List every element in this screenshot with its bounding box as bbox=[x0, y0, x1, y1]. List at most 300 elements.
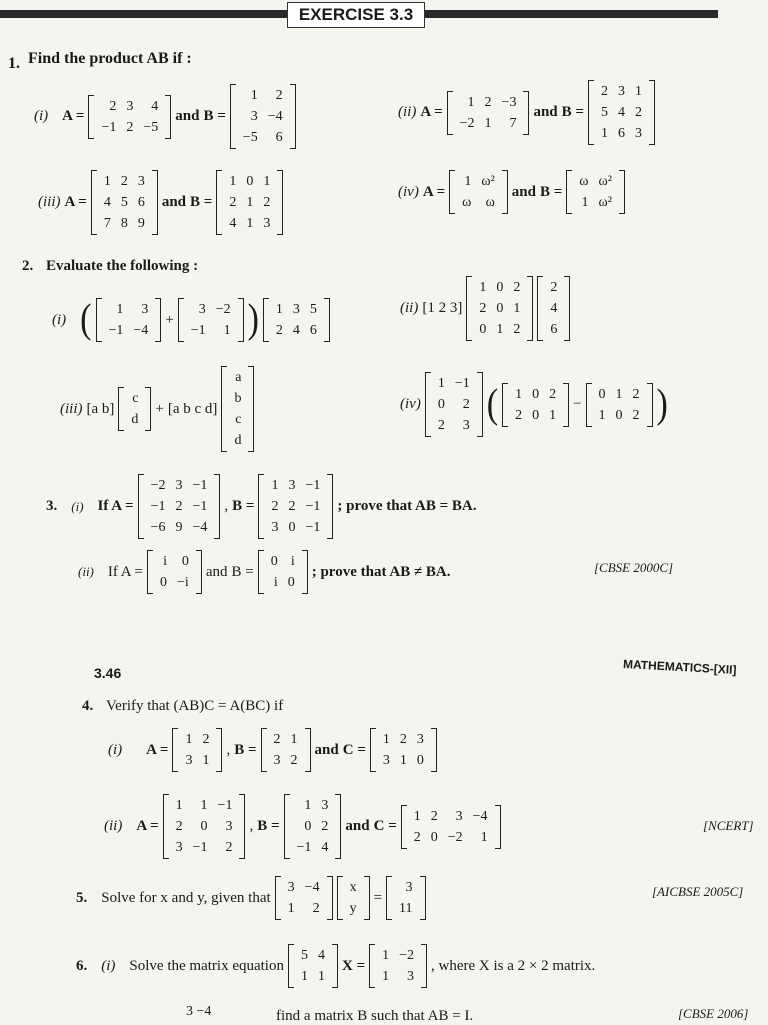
q2-i-matrix-3-cell: 2 bbox=[275, 323, 283, 338]
q6-citation: [CBSE 2006] bbox=[678, 1006, 749, 1021]
q2-iii-label: (iii) bbox=[60, 400, 83, 417]
q4-ii-matrix-a-cell: 3 bbox=[175, 840, 183, 855]
q1-i-matrix-a-cell: −1 bbox=[101, 119, 117, 135]
q1-iii-matrix-a-cell: 9 bbox=[137, 216, 145, 231]
q2-i-matrix-1-cell: −4 bbox=[133, 323, 149, 338]
q1-i-matrix-b-cell: −5 bbox=[242, 130, 258, 145]
q6-i-label: (i) bbox=[101, 957, 116, 974]
q4-ii-matrix-c-cell: −4 bbox=[472, 808, 488, 824]
q2-ii-matrix-2-left-bracket bbox=[537, 276, 543, 341]
q1-i-matrix-a-right-bracket bbox=[165, 95, 171, 139]
q1-i bbox=[34, 84, 296, 149]
q2-iii-matrix-1 bbox=[118, 387, 151, 431]
q6-matrix-1-right-bracket bbox=[332, 944, 338, 988]
q2-iii-matrix-2-cell: a bbox=[235, 370, 242, 385]
q1-iv-b-eq: B = bbox=[539, 183, 563, 200]
q1-iii-matrix-a-cell: 6 bbox=[137, 195, 145, 210]
q4-ii-matrix-c-right-bracket bbox=[495, 805, 501, 849]
q2-i-matrix-3-cell: 6 bbox=[309, 323, 317, 338]
q2-iv-matrix-3-left-bracket bbox=[586, 383, 592, 427]
q4-ii-matrix-a-cell: 0 bbox=[200, 819, 208, 834]
q5-matrix-1-cell: −4 bbox=[304, 880, 320, 895]
q2-i-matrix-2 bbox=[178, 298, 244, 342]
q4-i: (i) A = 1 2 3 1 , B = 2 1 3 2 and C = 1 2 3 3 1 0 bbox=[108, 728, 437, 772]
q1-ii-matrix-a-cell: −3 bbox=[501, 94, 517, 110]
q2-iv-matrix-3-cell: 1 bbox=[598, 407, 606, 423]
q1-ii-matrix-b bbox=[588, 80, 655, 145]
q1-ii bbox=[398, 80, 655, 145]
q2-ii bbox=[400, 276, 570, 341]
q6-x-eq: X = bbox=[341, 957, 366, 974]
q2-i-label: (i) bbox=[52, 311, 67, 328]
q4-i-matrix-b-right-bracket bbox=[305, 728, 311, 772]
q1-ii-matrix-b-cell: 2 bbox=[634, 105, 642, 120]
q2-ii-matrix-2 bbox=[537, 276, 570, 341]
q1-iii-matrix-b-cell: 1 bbox=[263, 174, 271, 189]
q5-matrix-2-cell: y bbox=[349, 901, 357, 916]
q4-i-matrix-c-left-bracket bbox=[370, 728, 376, 772]
q2-ii-matrix-1 bbox=[466, 276, 533, 341]
q3-ii-matrix-a-cell: 0 bbox=[181, 554, 189, 569]
q4-ii: (ii) A = 1 1 −1 2 0 3 3 −1 2 , B = 1 3 0 2 −1 4 and C = 1 2 3 −4 2 0 −2 1 bbox=[104, 794, 501, 859]
q4-ii-matrix-c-cell: 1 bbox=[413, 808, 421, 824]
q2-i-matrix-2-cell: −2 bbox=[215, 302, 231, 317]
q2-ii-matrix-1-left-bracket bbox=[466, 276, 472, 341]
q3-i-label: (i) bbox=[71, 498, 84, 514]
q3-i-matrix-a-left-bracket bbox=[138, 474, 144, 539]
q4-ii-matrix-c-left-bracket bbox=[401, 805, 407, 849]
q4-i-matrix-b-cell: 2 bbox=[290, 753, 298, 768]
q3-ii-and: and bbox=[205, 563, 228, 580]
q1-iii-matrix-b-cell: 0 bbox=[246, 174, 254, 189]
q1-i-and: and bbox=[175, 108, 200, 124]
q1-iv-label: (iv) bbox=[398, 183, 419, 200]
q2-i-close-paren: ) bbox=[247, 297, 259, 342]
q2-i-matrix-3-right-bracket bbox=[324, 298, 330, 342]
q2-i-matrix-3 bbox=[263, 298, 330, 342]
q1-iii-matrix-b-cell: 1 bbox=[246, 216, 254, 231]
q1-ii-matrix-a-cell: 1 bbox=[484, 115, 492, 131]
q4-i-matrix-c-right-bracket bbox=[431, 728, 437, 772]
q6-text: Solve the matrix equation bbox=[129, 957, 284, 974]
q4-i-matrix-b-cell: 1 bbox=[290, 732, 298, 747]
q3-ii-matrix-b-cell: i bbox=[273, 575, 278, 590]
book-title: MATHEMATICS-[XII] bbox=[622, 657, 737, 677]
q2-i-matrix-1-left-bracket bbox=[96, 298, 102, 342]
q6-i bbox=[76, 944, 595, 988]
q1-i-b-eq: B = bbox=[203, 108, 226, 124]
q3-i-matrix-a-cell: 9 bbox=[175, 520, 183, 535]
q1-ii-matrix-b-cell: 1 bbox=[600, 126, 608, 141]
q2-iii-matrix-1-cell: d bbox=[131, 412, 139, 427]
q4-ii-matrix-b bbox=[284, 794, 342, 859]
q4-i-matrix-c-cell: 1 bbox=[399, 753, 407, 768]
q3-i-matrix-b-cell: −1 bbox=[305, 520, 321, 535]
q4-i-matrix-c-cell: 1 bbox=[382, 732, 390, 747]
q2-iv-matrix-1-left-bracket bbox=[425, 372, 431, 437]
q2-iv-matrix-1-right-bracket bbox=[477, 372, 483, 437]
q4-ii-matrix-a-cell: 3 bbox=[225, 819, 233, 834]
q3-i-matrix-b-cell: −1 bbox=[305, 499, 321, 514]
q2-ii-matrix-1-cell: 2 bbox=[513, 322, 521, 337]
q2-iv-minus: − bbox=[573, 396, 582, 412]
q1-ii-matrix-a-cell: 1 bbox=[467, 94, 475, 110]
q1-i-matrix-b-cell: 2 bbox=[275, 88, 283, 103]
q3-ii-matrix-b-cell: 0 bbox=[270, 554, 278, 569]
q2-iii-plus: + bbox=[155, 400, 164, 417]
q1-iv bbox=[398, 170, 625, 214]
q4-ii-matrix-b-cell: −1 bbox=[296, 840, 312, 855]
q2-iii-matrix-1-left-bracket bbox=[118, 387, 124, 431]
q2-iv-matrix-1-cell: 0 bbox=[437, 397, 445, 412]
q4-ii-b-eq: B = bbox=[257, 818, 280, 834]
q1-iv-matrix-b-left-bracket bbox=[566, 170, 572, 214]
q1-ii-matrix-b-cell: 3 bbox=[634, 126, 642, 141]
q3-i-matrix-b-left-bracket bbox=[258, 474, 264, 539]
q4-ii-matrix-a bbox=[163, 794, 246, 859]
q3-ii-matrix-a-left-bracket bbox=[147, 550, 153, 594]
q1-iv-matrix-a-cell: ω bbox=[462, 195, 472, 210]
q3-i-matrix-b-cell: 0 bbox=[288, 520, 296, 535]
q4-i-matrix-b bbox=[261, 728, 311, 772]
q4-i-matrix-a-right-bracket bbox=[216, 728, 222, 772]
q4-ii-matrix-b-cell: 0 bbox=[304, 819, 312, 834]
q2-iii-matrix-2 bbox=[221, 366, 254, 452]
q3-i-matrix-b-cell: 2 bbox=[271, 499, 279, 514]
q1-i-label: (i) bbox=[34, 108, 49, 124]
q4-i-matrix-a-cell: 1 bbox=[185, 732, 193, 747]
q2-iv-matrix-3-cell: 0 bbox=[598, 386, 606, 402]
q2-iv-matrix-3-cell: 1 bbox=[615, 386, 623, 402]
q1-i-matrix-a-cell: 4 bbox=[151, 98, 159, 114]
q3-i-matrix-b-cell: 2 bbox=[288, 499, 296, 514]
q1-ii-matrix-a bbox=[447, 91, 530, 135]
q5-matrix-3 bbox=[386, 876, 425, 920]
q2-iv-matrix-1-cell: −1 bbox=[454, 376, 470, 391]
q2-iii-matrix-2-right-bracket bbox=[248, 366, 254, 452]
q3-ii-matrix-a-cell: −i bbox=[177, 575, 189, 590]
q1-iv-a-eq: A = bbox=[422, 183, 446, 200]
q6-matrix-1-cell: 1 bbox=[300, 969, 308, 984]
q3-ii-matrix-a-right-bracket bbox=[196, 550, 202, 594]
q3-ii-matrix-b-left-bracket bbox=[258, 550, 264, 594]
q2-i bbox=[52, 298, 330, 342]
q2-iv-label: (iv) bbox=[400, 396, 421, 412]
q1-iv-matrix-a-left-bracket bbox=[449, 170, 455, 214]
q2-iv-matrix-2-cell: 0 bbox=[532, 407, 540, 423]
q1-ii-matrix-a-cell: 2 bbox=[484, 94, 492, 110]
q3-ii-matrix-b-right-bracket bbox=[302, 550, 308, 594]
q1-iv-matrix-b-cell: ω² bbox=[598, 195, 612, 210]
q2-ii-label: (ii) bbox=[400, 300, 419, 316]
q6-matrix-2-right-bracket bbox=[421, 944, 427, 988]
q1-iii-matrix-a-cell: 4 bbox=[103, 195, 111, 210]
q1-i-matrix-a bbox=[88, 95, 171, 139]
q4-i-matrix-a-cell: 2 bbox=[202, 732, 210, 747]
q1-iii-matrix-a-right-bracket bbox=[152, 170, 158, 235]
q2-ii-matrix-1-cell: 1 bbox=[513, 301, 521, 316]
q1-i-matrix-b-cell: −4 bbox=[267, 109, 283, 124]
q4-ii-matrix-a-cell: 1 bbox=[200, 798, 208, 813]
q1-ii-b-eq: B = bbox=[561, 104, 584, 120]
q4-i-matrix-c-cell: 3 bbox=[416, 732, 424, 747]
q4-i-matrix-a-cell: 3 bbox=[185, 753, 193, 768]
q6-matrix-1-cell: 4 bbox=[317, 948, 325, 963]
q2-iii bbox=[60, 366, 254, 452]
q4-ii-matrix-a-right-bracket bbox=[239, 794, 245, 859]
q1-iv-matrix-a-cell: 1 bbox=[464, 174, 472, 189]
q2-i-matrix-3-cell: 4 bbox=[292, 323, 300, 338]
q5-citation: [AICBSE 2005C] bbox=[652, 884, 744, 899]
q5-matrix-1-right-bracket bbox=[327, 876, 333, 920]
q1-ii-matrix-a-left-bracket bbox=[447, 91, 453, 135]
q4-i-matrix-c-cell: 0 bbox=[416, 753, 424, 768]
q6-matrix-2 bbox=[369, 944, 427, 988]
q1-iii-matrix-a-cell: 3 bbox=[137, 174, 145, 189]
q4-ii-and: and bbox=[345, 818, 370, 834]
q3-i-matrix-b-right-bracket bbox=[327, 474, 333, 539]
q3-i-matrix-a-cell: −4 bbox=[192, 520, 208, 535]
q4-i-b-eq: B = bbox=[234, 741, 257, 758]
q1-text: Find the product AB if : bbox=[28, 50, 192, 67]
q1-iii-matrix-b-cell: 4 bbox=[229, 216, 237, 231]
q6-matrix-1-cell: 5 bbox=[300, 948, 308, 963]
q1-i-matrix-a-cell: 2 bbox=[109, 98, 117, 114]
q3-i-matrix-a-cell: 3 bbox=[175, 478, 183, 493]
q6-partial-matrix: 3 −4 bbox=[186, 1004, 212, 1019]
q3-i-matrix-a-right-bracket bbox=[214, 474, 220, 539]
q2-iv-matrix-1-cell: 2 bbox=[437, 418, 445, 433]
q1-iii-matrix-b-cell: 1 bbox=[246, 195, 254, 210]
q2-ii-row: [1 2 3] bbox=[422, 300, 463, 316]
q5-matrix-3-cell: 3 bbox=[405, 880, 413, 895]
q1-ii-matrix-a-cell: −2 bbox=[459, 115, 475, 131]
q1-ii-matrix-b-left-bracket bbox=[588, 80, 594, 145]
q1-iii-label: (iii) bbox=[38, 194, 61, 210]
q1-ii-matrix-b-cell: 3 bbox=[617, 84, 625, 99]
q5-matrix-1-cell: 2 bbox=[312, 901, 320, 916]
q2-number: 2. bbox=[22, 258, 34, 274]
q4-ii-matrix-a-cell: 2 bbox=[175, 819, 183, 834]
q5-matrix-1-cell: 1 bbox=[287, 901, 295, 916]
q4-i-label: (i) bbox=[108, 741, 123, 758]
q1-i-matrix-a-cell: −5 bbox=[143, 119, 159, 135]
q1-ii-matrix-b-right-bracket bbox=[649, 80, 655, 145]
q4-ii-matrix-a-cell: 1 bbox=[175, 798, 183, 813]
q2-iii-matrix-1-cell: c bbox=[132, 391, 139, 406]
q1-iv-matrix-b-right-bracket bbox=[619, 170, 625, 214]
q3-i-matrix-b-cell: 3 bbox=[271, 520, 279, 535]
q4-i-matrix-b-cell: 3 bbox=[273, 753, 281, 768]
q1-iii-a-eq: A = bbox=[64, 194, 87, 210]
q3-i-matrix-b-cell: 3 bbox=[288, 478, 296, 493]
q5-matrix-2-cell: x bbox=[349, 880, 357, 895]
q2-i-matrix-1-cell: 1 bbox=[116, 302, 124, 317]
q5-matrix-1-cell: 3 bbox=[287, 880, 295, 895]
q4-ii-matrix-a-cell: 2 bbox=[225, 840, 233, 855]
q2-i-matrix-2-cell: 1 bbox=[223, 323, 231, 338]
q2-i-matrix-2-right-bracket bbox=[238, 298, 244, 342]
q3-ii-b-eq: B = bbox=[231, 563, 254, 580]
q2-iv-matrix-1 bbox=[425, 372, 483, 437]
q1-i-a-eq: A = bbox=[62, 108, 85, 124]
q4-citation: [NCERT] bbox=[703, 818, 754, 833]
q1-ii-matrix-a-right-bracket bbox=[523, 91, 529, 135]
q2-ii-matrix-1-cell: 1 bbox=[479, 280, 487, 295]
q1-iv-matrix-a-cell: ω bbox=[485, 195, 495, 210]
q4-ii-matrix-c-cell: 2 bbox=[413, 829, 421, 845]
q4-i-matrix-c bbox=[370, 728, 437, 772]
q3-i-matrix-a-cell: 2 bbox=[175, 499, 183, 514]
q1-ii-matrix-b-cell: 4 bbox=[617, 105, 625, 120]
q3-ii-matrix-a-cell: 0 bbox=[160, 575, 168, 590]
q4-i-a-eq: A = bbox=[146, 741, 169, 758]
q5-text: Solve for x and y, given that bbox=[101, 889, 271, 906]
q4-number: 4. bbox=[82, 698, 94, 714]
q5-matrix-3-right-bracket bbox=[420, 876, 426, 920]
q2-ii-matrix-1-cell: 1 bbox=[496, 322, 504, 337]
q4-ii-matrix-b-cell: 3 bbox=[321, 798, 329, 813]
q4-ii-matrix-a-cell: −1 bbox=[192, 840, 208, 855]
q1-iii-matrix-a-cell: 5 bbox=[120, 195, 128, 210]
q2-ii-matrix-2-cell: 2 bbox=[550, 280, 558, 295]
q4-ii-matrix-a-cell: −1 bbox=[217, 798, 233, 813]
q2-iii-row-2: [a b c d] bbox=[167, 400, 218, 417]
q2-ii-matrix-2-cell: 4 bbox=[550, 301, 558, 316]
q2-ii-matrix-1-cell: 2 bbox=[479, 301, 487, 316]
q1-iv-matrix-a-right-bracket bbox=[502, 170, 508, 214]
q6-matrix-2-cell: 1 bbox=[382, 969, 390, 984]
q3-ii-matrix-a-cell: i bbox=[163, 554, 168, 569]
q1-ii-matrix-a-cell: 7 bbox=[509, 115, 517, 131]
q1-ii-matrix-b-cell: 6 bbox=[617, 126, 625, 141]
q1-iii-matrix-b-right-bracket bbox=[277, 170, 283, 235]
q2-i-matrix-1-cell: 3 bbox=[141, 302, 149, 317]
q3-i-matrix-a-cell: −1 bbox=[192, 499, 208, 514]
q1-iii-b-eq: B = bbox=[190, 194, 213, 210]
q5-matrix-1-left-bracket bbox=[275, 876, 281, 920]
q2-i-matrix-3-cell: 5 bbox=[309, 302, 317, 317]
q3-i-matrix-b bbox=[258, 474, 333, 539]
q1-i-matrix-b-cell: 1 bbox=[250, 88, 258, 103]
q1-ii-a-eq: A = bbox=[420, 104, 443, 120]
q2-iv-matrix-2-cell: 2 bbox=[515, 407, 523, 423]
q5-number: 5. bbox=[76, 889, 88, 906]
q2-i-matrix-1 bbox=[96, 298, 162, 342]
q5-matrix-3-left-bracket bbox=[386, 876, 392, 920]
q4-i-matrix-a-left-bracket bbox=[172, 728, 178, 772]
q3-number: 3. bbox=[46, 498, 58, 514]
q2-iv-matrix-2-cell: 1 bbox=[515, 386, 523, 402]
q3-i-matrix-a-cell: −1 bbox=[150, 499, 166, 514]
q6-number: 6. bbox=[76, 957, 88, 974]
q5-matrix-1 bbox=[275, 876, 333, 920]
q2-i-matrix-2-left-bracket bbox=[178, 298, 184, 342]
q5-matrix-2-left-bracket bbox=[337, 876, 343, 920]
q1-iii-matrix-a-cell: 8 bbox=[120, 216, 128, 231]
q1-iii-matrix-a-left-bracket bbox=[91, 170, 97, 235]
q1-ii-matrix-b-cell: 2 bbox=[600, 84, 608, 99]
q2-ii-matrix-1-cell: 0 bbox=[479, 322, 487, 337]
q2-iv-matrix-1-cell: 3 bbox=[462, 418, 470, 433]
q4-ii-c-eq: C = bbox=[373, 818, 397, 834]
q1-iii-matrix-b bbox=[216, 170, 283, 235]
q1-ii-matrix-b-cell: 1 bbox=[634, 84, 642, 99]
q2-i-matrix-3-left-bracket bbox=[263, 298, 269, 342]
q2-iv-matrix-2-right-bracket bbox=[563, 383, 569, 427]
q3-citation: [CBSE 2000C] bbox=[594, 560, 674, 575]
q4-i-matrix-b-left-bracket bbox=[261, 728, 267, 772]
q3-ii-matrix-b-cell: i bbox=[290, 554, 295, 569]
q2-iv-matrix-3-cell: 0 bbox=[615, 407, 623, 423]
q1-iii-matrix-b-left-bracket bbox=[216, 170, 222, 235]
q2-i-matrix-1-cell: −1 bbox=[108, 323, 124, 338]
q2-iv-matrix-3-right-bracket bbox=[647, 383, 653, 427]
q2-i-matrix-2-cell: 3 bbox=[198, 302, 206, 317]
q4-ii-matrix-c-cell: 2 bbox=[430, 808, 438, 824]
q2-i-plus: + bbox=[165, 311, 174, 328]
q6-matrix-2-left-bracket bbox=[369, 944, 375, 988]
q6-matrix-1 bbox=[288, 944, 338, 988]
q2-ii-matrix-1-cell: 0 bbox=[496, 280, 504, 295]
q2-i-matrix-1-right-bracket bbox=[155, 298, 161, 342]
q2-iv-matrix-2-left-bracket bbox=[502, 383, 508, 427]
q3-i-matrix-b-cell: −1 bbox=[305, 478, 321, 493]
q3-ii-matrix-b-cell: 0 bbox=[287, 575, 295, 590]
q1-iii-matrix-b-cell: 2 bbox=[263, 195, 271, 210]
q1-iv-matrix-a-cell: ω² bbox=[481, 174, 495, 189]
q3-i: 3. (i) If A = −2 3 −1 −1 2 −1 −6 9 −4 , B = 1 3 −1 2 2 −1 3 0 −1 ; prove that AB = BA. bbox=[46, 474, 476, 539]
q2-i-matrix-3-cell: 1 bbox=[275, 302, 283, 317]
q2-iv-matrix-2-cell: 2 bbox=[549, 386, 557, 402]
q2-iii-matrix-2-cell: d bbox=[234, 433, 242, 448]
q4-i-matrix-c-cell: 3 bbox=[382, 753, 390, 768]
q1-iv-matrix-b bbox=[566, 170, 625, 214]
q4-i-c-eq: C = bbox=[342, 741, 366, 758]
q2-iv bbox=[400, 372, 668, 437]
q2-ii-matrix-1-cell: 0 bbox=[496, 301, 504, 316]
q1-iv-matrix-a bbox=[449, 170, 508, 214]
q1-i-matrix-b-cell: 6 bbox=[275, 130, 283, 145]
q1-iii bbox=[38, 170, 283, 235]
q3-i-matrix-a-cell: −1 bbox=[192, 478, 208, 493]
page-number: 3.46 bbox=[94, 665, 122, 681]
q5: 5. Solve for x and y, given that 3 −4 1 2 x y = 3 11 bbox=[76, 876, 426, 920]
q3-ii-matrix-b bbox=[258, 550, 308, 594]
q1-iii-matrix-b-cell: 3 bbox=[263, 216, 271, 231]
q6-matrix-1-left-bracket bbox=[288, 944, 294, 988]
q1-iii-matrix-b-cell: 2 bbox=[229, 195, 237, 210]
q4-i-matrix-c-cell: 2 bbox=[399, 732, 407, 747]
q1-i-matrix-b-cell: 3 bbox=[250, 109, 258, 124]
q2-iv-matrix-2-cell: 0 bbox=[532, 386, 540, 402]
q2-iii-matrix-1-right-bracket bbox=[145, 387, 151, 431]
q2-iv-close-paren: ) bbox=[656, 381, 668, 427]
q1-iv-matrix-b-cell: ω bbox=[579, 174, 589, 189]
q3-i-prove: ; prove that AB = BA. bbox=[337, 498, 477, 514]
q2-iii-matrix-2-cell: b bbox=[234, 391, 242, 406]
q2-ii-matrix-1-right-bracket bbox=[527, 276, 533, 341]
q3-ii-matrix-a bbox=[147, 550, 202, 594]
q1-i-matrix-a-left-bracket bbox=[88, 95, 94, 139]
q3-i-matrix-a-cell: −2 bbox=[150, 478, 166, 493]
q4-ii-matrix-b-cell: 4 bbox=[321, 840, 329, 855]
q3-ii bbox=[78, 550, 451, 594]
q1-number: 1. bbox=[8, 55, 20, 72]
q2-iv-matrix-2-cell: 1 bbox=[549, 407, 557, 423]
q3-i-if-a: If A = bbox=[97, 498, 134, 514]
q4-ii-matrix-c bbox=[401, 805, 501, 849]
